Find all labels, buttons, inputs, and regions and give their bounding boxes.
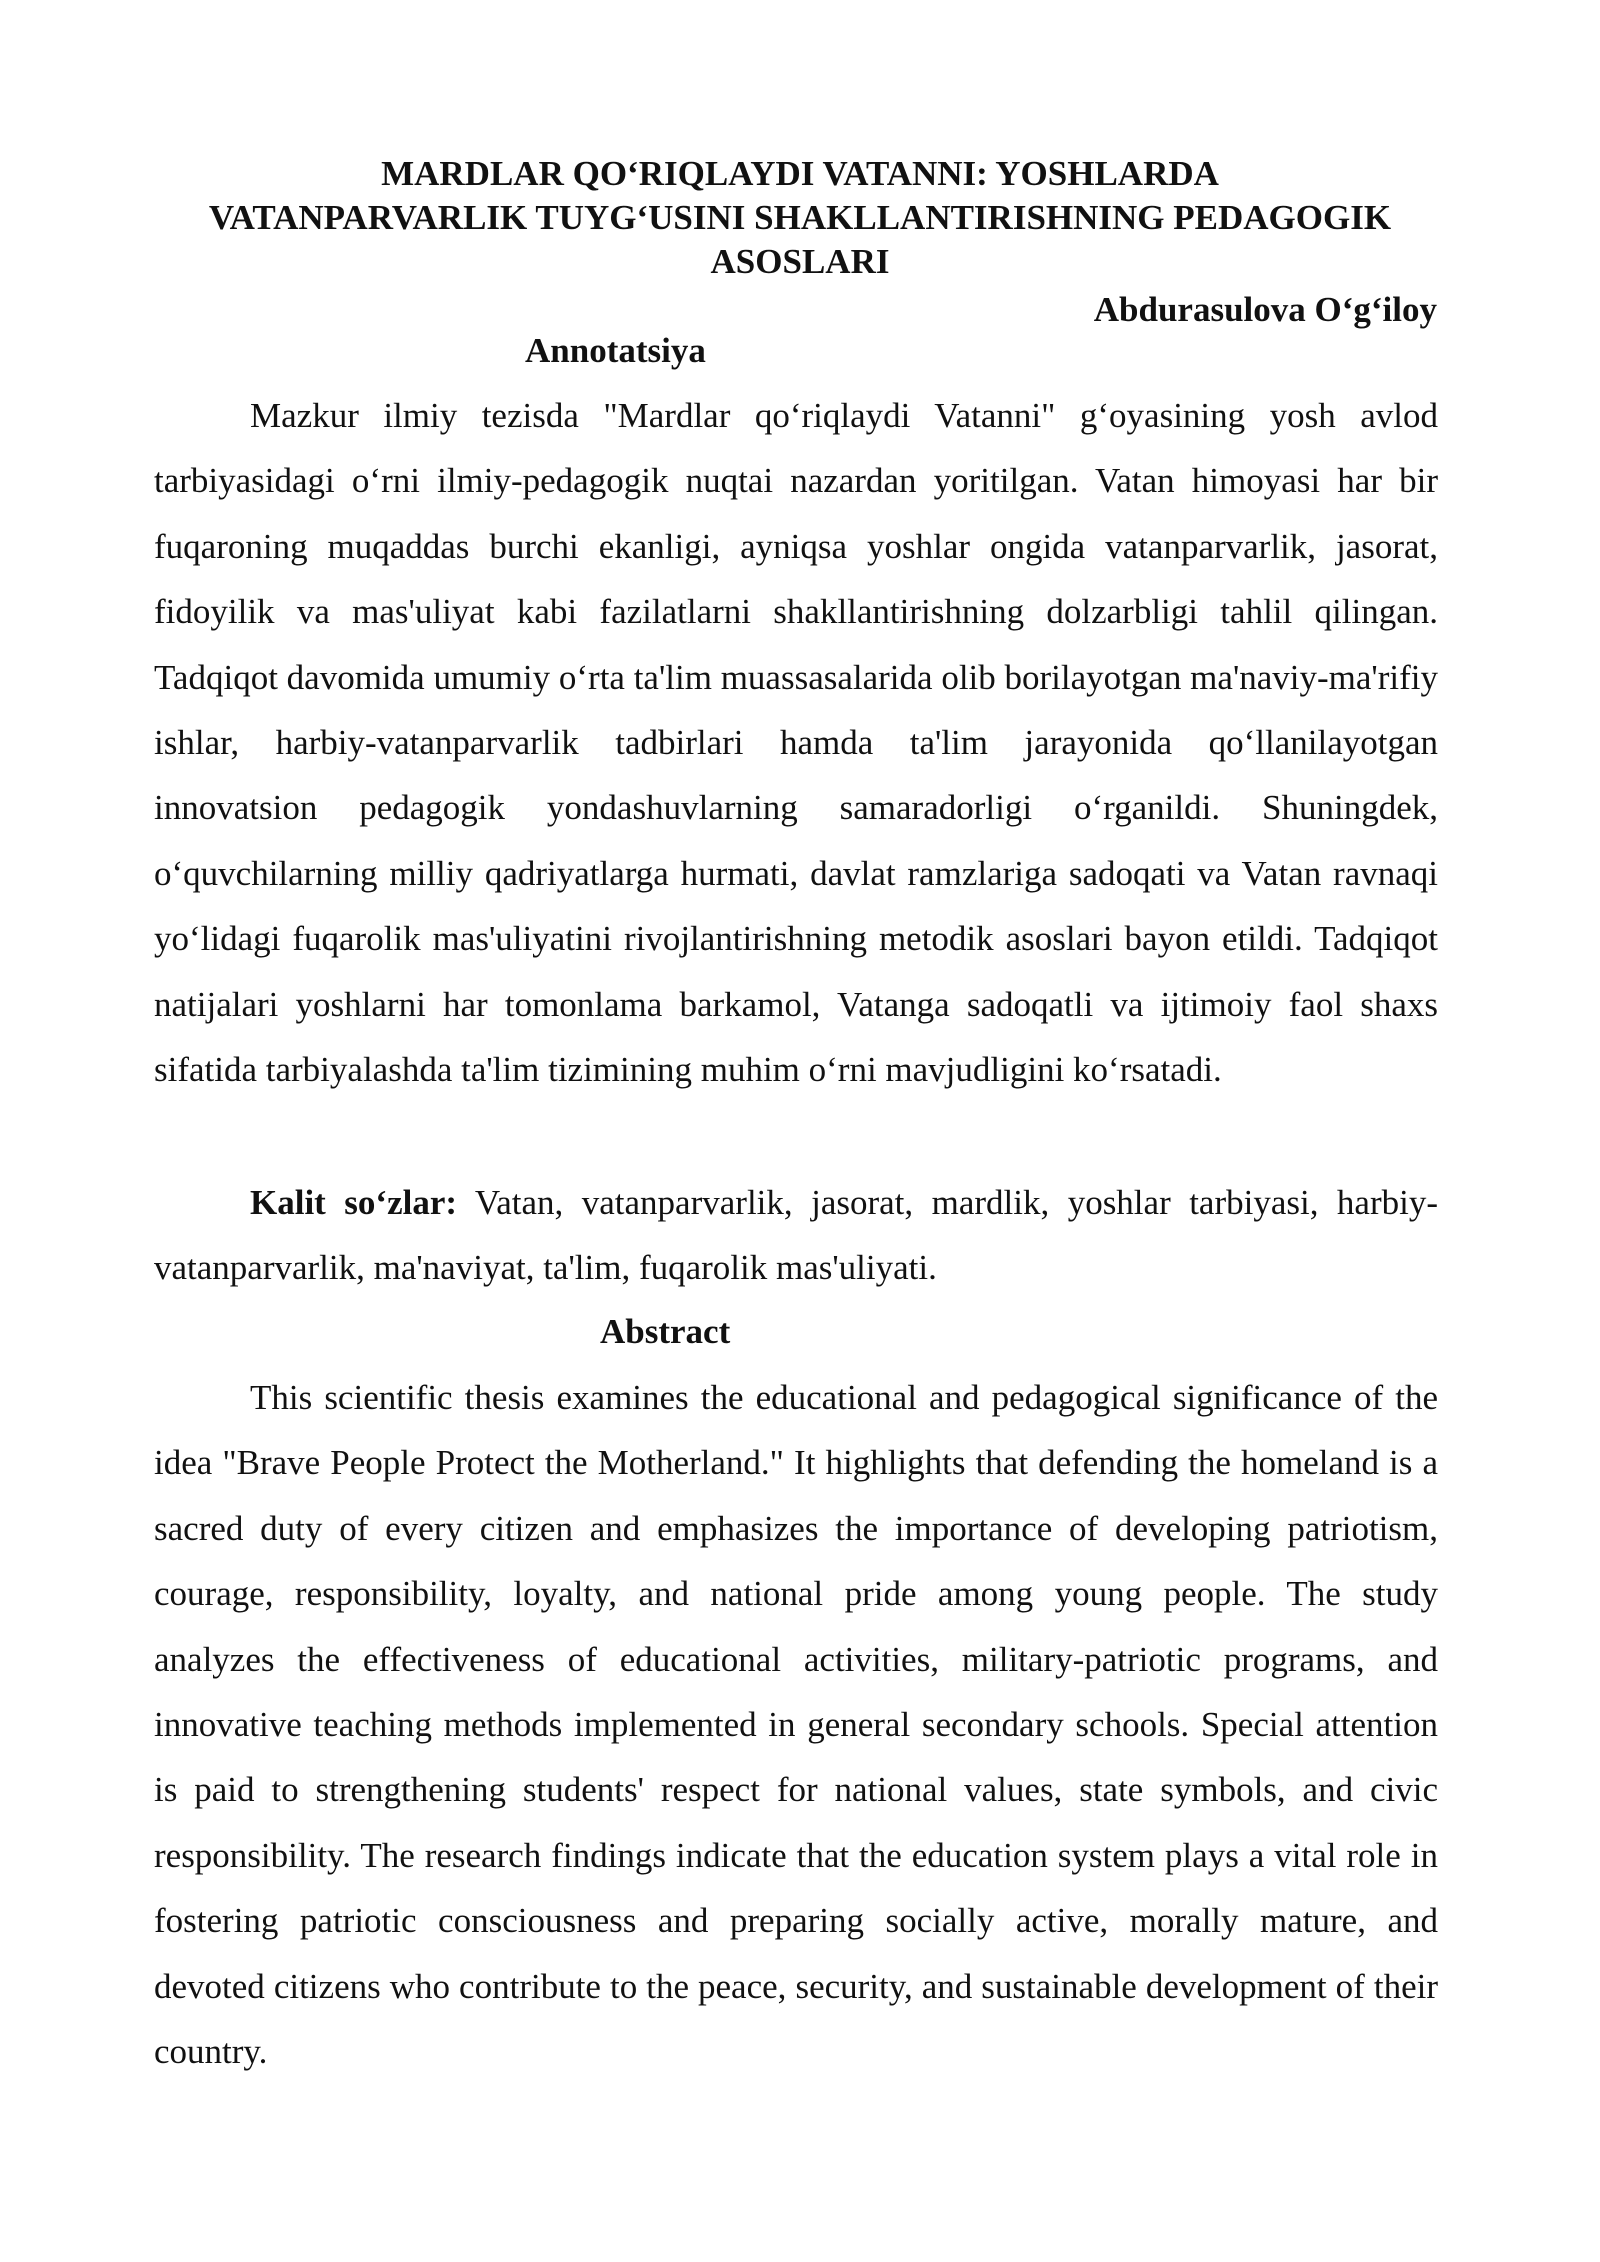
keywords-text: Vatan, vatanparvarlik, jasorat, mardlik, yoshlar tarbiyasi, harbiy-vatanparvarlik, ma'naviyat, ta'lim, fuqarolik mas'uliyati.	[154, 1183, 1438, 1288]
annotation-heading: Annotatsiya	[525, 331, 706, 370]
author-name: Abdurasulova O‘g‘iloy	[1093, 290, 1437, 329]
title-line-3: ASOSLARI	[710, 242, 890, 281]
abstract-paragraph: This scientific thesis examines the educational and pedagogical significance of the idea "Brave People Protect the Motherland." It highlights that defending the homeland is a sacred duty of every citizen and emphasizes the importance of developing patriotism, courage, responsibility, loyalty, and national pride among young people. The study analyzes the effectiveness of educational activities, military-patriotic programs, and innovative teaching methods implemented in general secondary schools. Special attention is paid to strengthening students' respect for national values, state symbols, and civic responsibility. The research findings indicate that the education system plays a vital role in fostering patriotic consciousness and preparing socially active, morally mature, and devoted citizens who contribute to the peace, security, and sustainable development of their country.	[154, 1378, 1438, 2072]
keywords-paragraph	[154, 1170, 1438, 1301]
paper-title	[150, 152, 1450, 284]
abstract-heading: Abstract	[600, 1312, 731, 1351]
keywords-label: Kalit so‘zlar:	[250, 1183, 458, 1222]
title-line-2: VATANPARVARLIK TUYG‘USINI SHAKLLANTIRISHNING PEDAGOGIK	[208, 198, 1392, 237]
annotation-paragraph: Mazkur ilmiy tezisda "Mardlar qo‘riqlaydi Vatanni" g‘oyasining yosh avlod tarbiyasidagi o‘rni ilmiy-pedagogik nuqtai nazardan yoritilgan. Vatan himoyasi har bir fuqaroning muqaddas burchi ekanligi, ayniqsa yoshlar ongida vatanparvarlik, jasorat, fidoyilik va mas'uliyat kabi fazilatlarni shakllantirishning dolzarbligi tahlil qilingan. Tadqiqot davomida umumiy o‘rta ta'lim muassasalarida olib borilayotgan ma'naviy-ma'rifiy ishlar, harbiy-vatanparvarlik tadbirlari hamda ta'lim jarayonida qo‘llanilayotgan innovatsion pedagogik yondashuvlarning samaradorligi o‘rganildi. Shuningdek, o‘quvchilarning milliy qadriyatlarga hurmati, davlat ramzlariga sadoqati va Vatan ravnaqi yo‘lidagi fuqarolik mas'uliyatini rivojlantirishning metodik asoslari bayon etildi. Tadqiqot natijalari yoshlarni har tomonlama barkamol, Vatanga sadoqatli va ijtimoiy faol shaxs sifatida tarbiyalashda ta'lim tizimining muhim o‘rni mavjudligini ko‘rsatadi.	[154, 396, 1438, 1090]
title-line-1: MARDLAR QO‘RIQLAYDI VATANNI: YOSHLARDA	[381, 154, 1219, 193]
